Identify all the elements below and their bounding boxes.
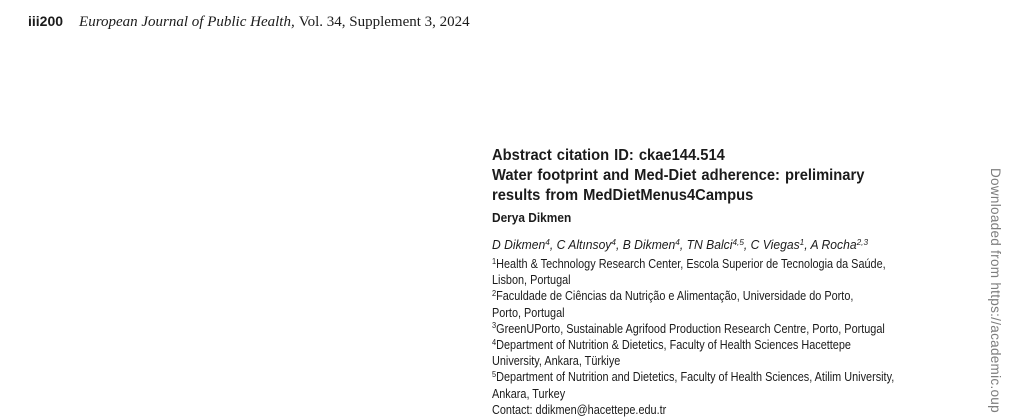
affiliation-line: Lisbon, Portugal (492, 273, 571, 288)
author-affiliation-sup: 2,3 (856, 236, 869, 247)
affiliation-sup: 4 (492, 336, 497, 347)
authors-line: D Dikmen$^4$, C Altınsoy$^4$, B Dikmen$^4$, TN Balci$^{4,5}$, C Viegas$^1$, A Rocha$^{2,3}$ (492, 236, 869, 252)
affiliation-line: $^4$Department of Nutrition & Dietetics, Faculty of Health Sciences Hacettepe (492, 336, 851, 353)
presenter-name: Derya Dikmen (492, 211, 572, 225)
affiliation-line: $^1$Health & Technology Research Center, Escola Superior de Tecnologia da Saúde, (492, 255, 886, 271)
affiliations-block (492, 256, 955, 418)
affiliation-line: $^2$Faculdade de Ciências da Nutrição e Alimentação, Universidade do Porto, (492, 287, 854, 304)
author-name: C Viegas (750, 238, 800, 252)
affiliation-line: $^5$Department of Nutrition and Dietetics, Faculty of Health Sciences, Atilim University, (492, 368, 895, 385)
author-affiliation-sup: 4 (545, 236, 550, 247)
contact-line: Contact: ddikmen@hacettepe.edu.tr (492, 402, 667, 417)
journal-title: European Journal of Public Health, (79, 14, 295, 30)
running-head (28, 13, 470, 31)
author-name: TN Balci (686, 238, 733, 252)
abstract-column (492, 146, 1024, 418)
author-name: A Rocha (810, 238, 857, 252)
author-name: C Altınsoy (556, 238, 612, 252)
affiliation-line: University, Ankara, Türkiye (492, 354, 621, 369)
author-name: B Dikmen (622, 238, 676, 252)
affiliation-sup: 1 (492, 255, 497, 266)
author-affiliation-sup: 4,5 (732, 236, 744, 247)
affiliation-line: Porto, Portugal (492, 305, 565, 320)
affiliation-line: Ankara, Turkey (492, 386, 566, 401)
issue-info: Vol. 34, Supplement 3, 2024 (298, 14, 470, 30)
author-affiliation-sup: 4 (611, 236, 616, 247)
author-affiliation-sup: 1 (799, 236, 805, 247)
author-name: D Dikmen (492, 238, 546, 252)
page-number: iii200 (28, 13, 64, 29)
affiliation-sup: 2 (492, 287, 497, 298)
abstract-citation-id: Abstract citation ID: ckae144.514 (492, 147, 725, 164)
download-watermark: Downloaded from https://academic.oup (988, 168, 1003, 413)
abstract-title-line: results from MedDietMenus4Campus (492, 187, 754, 204)
abstract-title (492, 166, 997, 206)
author-affiliation-sup: 4 (675, 236, 680, 247)
abstract-heading-group (492, 146, 997, 206)
abstract-title-line: Water footprint and Med-Diet adherence: preliminary (492, 167, 865, 184)
affiliation-line: $^3$GreenUPorto, Sustainable Agrifood Production Research Centre, Porto, Portugal (492, 320, 885, 336)
affiliation-sup: 5 (492, 368, 497, 379)
affiliation-sup: 3 (492, 320, 497, 331)
affiliations-list (492, 256, 955, 402)
